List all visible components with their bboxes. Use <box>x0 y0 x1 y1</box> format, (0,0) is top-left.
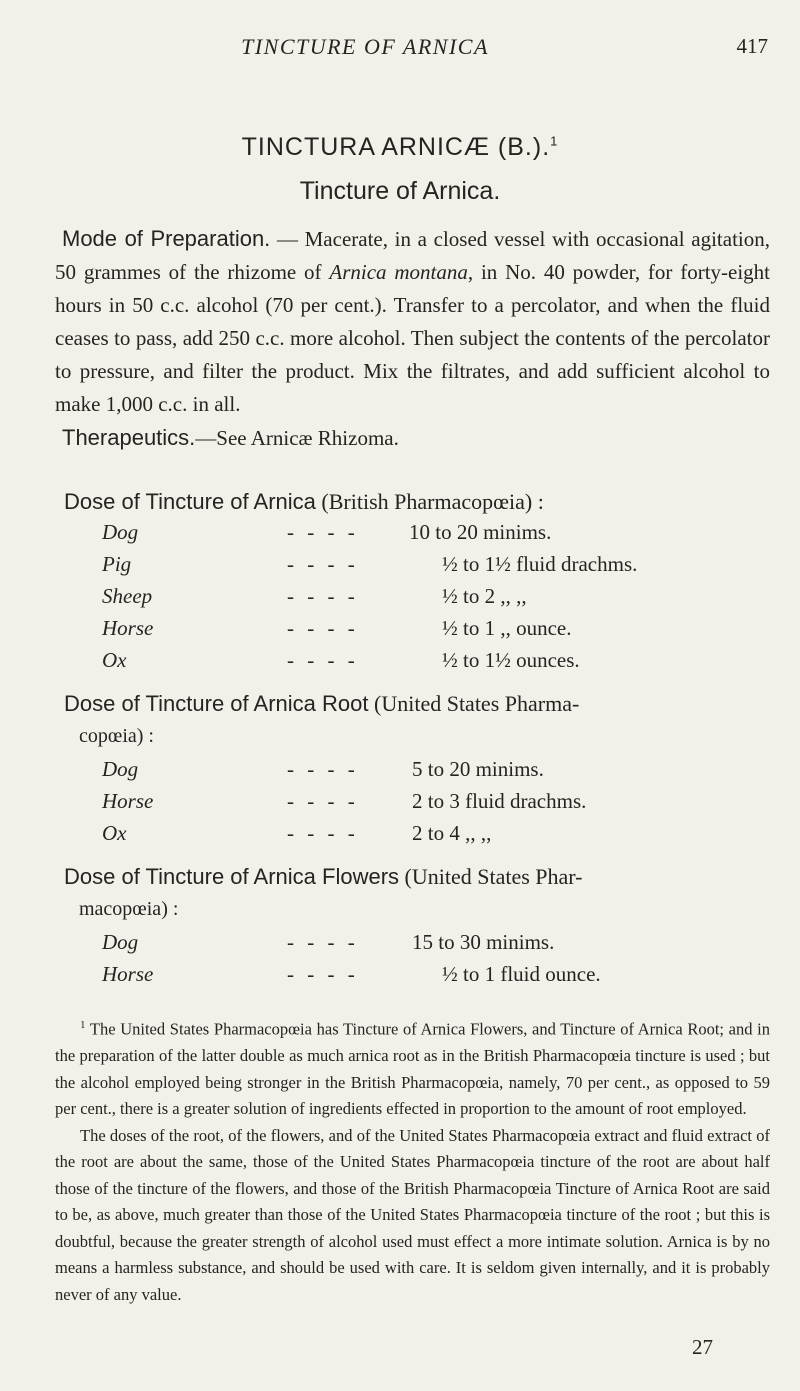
leader-dashes: - - - - <box>287 648 359 672</box>
preparation-text-2: , in No. 40 powder, for forty-eight hours in 50 c.c. alcohol (70 per cent.). Transfer to a percolator, and when the fluid ceases to pass, add 250 c.c. more alcohol. Then subject the contents of the percolator to pressure, and filter the product. Mix the filtrates, and add sufficient alcohol to make 1,000 c.c. in all. <box>55 260 771 416</box>
dose-us-flowers-source-2: macopœia) : <box>79 898 179 920</box>
dose-row <box>102 757 544 789</box>
leader-dashes: - - - - <box>287 789 359 813</box>
footnote-paragraph-1 <box>55 1012 770 1123</box>
dose-value: ½ to 1½ ounces. <box>442 648 580 672</box>
leader-dashes: - - - - <box>287 552 359 576</box>
animal-name: Pig <box>102 552 132 576</box>
dose-value: 2 to 4 ,, ,, <box>412 821 492 845</box>
footnote-reference: 1 <box>550 133 559 149</box>
dose-british-heading <box>64 485 774 518</box>
signature-mark: 27 <box>692 1335 713 1359</box>
dose-us-root-source-1: (United States Pharma- <box>368 691 580 716</box>
dose-british-title: Dose of Tincture of Arnica <box>64 489 316 514</box>
footnote-paragraph-2: The doses of the root, of the flowers, and of the United States Pharmacopœia extract and fluid extract of the root are about the same, those of the United States Pharmacopœia tincture of the root are about half those of the tincture of the flowers, and those of the British Pharmacopœia Tincture of Arnica Root are said to be, as above, much greater than those of the United States Pharmacopœia tincture of the root ; but this is doubtful, because the greater strength of alcohol used must effect a more intimate solution. Arnica is by no means a harmless substance, and should be used with care. It is seldom given internally, and it is probably never of any value. <box>55 1125 770 1304</box>
preparation-paragraph <box>55 222 770 421</box>
animal-name: Ox <box>102 821 127 845</box>
dose-row <box>102 616 572 648</box>
section-subtitle: Tincture of Arnica. <box>299 177 501 205</box>
dose-value: 2 to 3 fluid drachms. <box>412 789 587 813</box>
preparation-text-1: — Macerate, in a closed vessel with occasional agitation, 50 grammes of the rhizome of <box>55 227 770 284</box>
animal-name: Sheep <box>102 584 153 608</box>
dose-value: 5 to 20 minims. <box>412 757 544 781</box>
animal-name: Horse <box>102 616 154 640</box>
dose-row <box>102 930 555 962</box>
preparation-text <box>55 222 770 455</box>
dose-british-source: (British Pharmacopœia) : <box>315 489 544 514</box>
dose-value: ½ to 2 ,, ,, <box>442 584 527 608</box>
therapeutics-heading: Therapeutics. <box>62 425 196 450</box>
dose-value: ½ to 1 fluid ounce. <box>442 962 601 986</box>
dose-us-root-title: Dose of Tincture of Arnica Root <box>64 691 369 716</box>
dose-value: ½ to 1 ,, ounce. <box>442 616 572 640</box>
dose-row <box>102 648 580 680</box>
preparation-heading: Mode of Preparation. <box>62 226 271 251</box>
footnote <box>55 1012 770 1308</box>
dose-row <box>102 962 601 994</box>
page-number: 417 <box>736 34 768 58</box>
leader-dashes: - - - - <box>287 930 359 954</box>
section-title-text: TINCTURA ARNICÆ (B.). <box>241 133 551 161</box>
animal-name: Dog <box>102 520 139 544</box>
dose-us-root-source-2: copœia) : <box>79 725 154 747</box>
dose-row <box>102 821 492 853</box>
dose-us-root-heading <box>64 687 774 753</box>
therapeutics-paragraph <box>55 421 770 455</box>
leader-dashes: - - - - <box>287 821 359 845</box>
leader-dashes: - - - - <box>287 616 359 640</box>
leader-dashes: - - - - <box>287 520 359 544</box>
dose-row <box>102 552 638 584</box>
dose-row <box>102 584 527 616</box>
dose-value: 10 to 20 minims. <box>409 520 552 544</box>
animal-name: Dog <box>102 757 139 781</box>
dose-row <box>102 789 587 821</box>
leader-dashes: - - - - <box>287 584 359 608</box>
species-name: Arnica montana <box>329 260 468 284</box>
therapeutics-text: —See Arnicæ Rhizoma. <box>195 426 399 450</box>
animal-name: Dog <box>102 930 139 954</box>
leader-dashes: - - - - <box>287 962 359 986</box>
animal-name: Horse <box>102 962 154 986</box>
dose-value: 15 to 30 minims. <box>412 930 555 954</box>
dose-us-flowers-title: Dose of Tincture of Arnica Flowers <box>64 864 400 889</box>
dose-us-flowers-source-1: (United States Phar- <box>399 864 583 889</box>
dose-value: ½ to 1½ fluid drachms. <box>442 552 638 576</box>
running-header <box>0 28 800 68</box>
animal-name: Horse <box>102 789 154 813</box>
leader-dashes: - - - - <box>287 757 359 781</box>
dose-us-flowers-heading <box>64 860 774 926</box>
dose-row <box>102 520 552 552</box>
footnote-marker: 1 <box>80 1019 86 1031</box>
section-title <box>0 133 800 162</box>
animal-name: Ox <box>102 648 127 672</box>
footnote-text-1: The United States Pharmacopœia has Tincture of Arnica Flowers, and Tincture of Arnica Root; and in the preparation of the latter double as much arnica root as in the British Pharmacopœia tincture is used ; but the alcohol employed being stronger in the British Pharmacopœia, namely, 70 per cent., as opposed to 59 per cent., there is a greater solution of ingredients effected in proportion to the amount of root employed. <box>55 1019 771 1118</box>
running-title: TINCTURE OF ARNICA <box>241 34 489 59</box>
